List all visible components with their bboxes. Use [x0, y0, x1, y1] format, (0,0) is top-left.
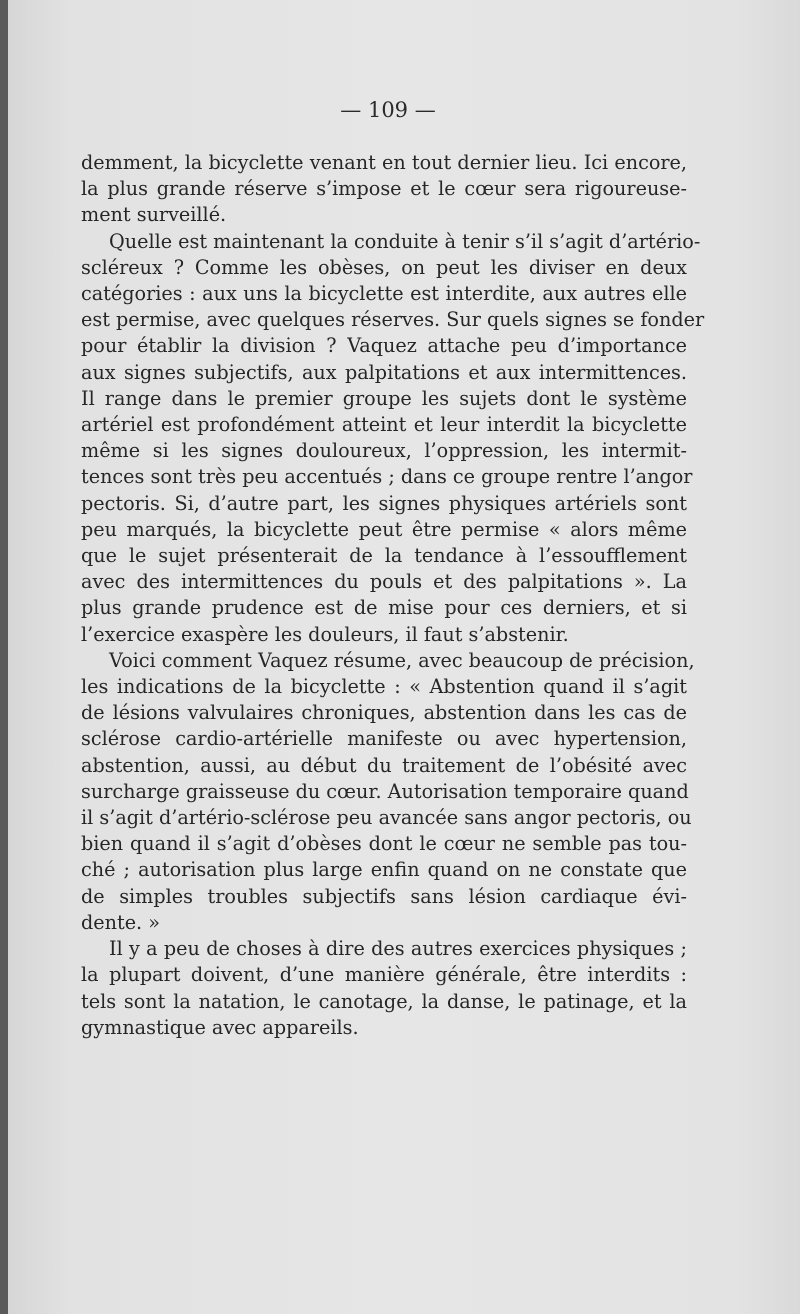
text-line: bien quand il s’agit d’obèses dont le cœur ne semble pas tou-: [81, 832, 687, 856]
text-line: scléreux ? Comme les obèses, on peut les diviser en deux: [81, 255, 687, 279]
paragraph: [81, 150, 687, 229]
text-line: abstention, aussi, au début du traitement de l’obésité avec: [81, 753, 687, 777]
paragraph: [81, 648, 695, 936]
book-page: [8, 0, 800, 1314]
text-line: artériel est profondément atteint et leur interdit la bicyclette: [81, 413, 687, 437]
text-line: il s’agit d’artério-sclérose peu avancée sans angor pectoris, ou: [81, 806, 692, 830]
text-line: l’exercice exaspère les douleurs, il faut s’abstenir.: [81, 622, 569, 646]
text-line: pectoris. Si, d’autre part, les signes physiques artériels sont: [81, 491, 687, 515]
page-number: — 109 —: [340, 98, 436, 122]
text-line: même si les signes douloureux, l’oppression, les intermit-: [81, 439, 687, 463]
text-line: plus grande prudence est de mise pour ces derniers, et si: [81, 596, 687, 620]
text-line: gymnastique avec appareils.: [81, 1015, 359, 1039]
paragraph: [81, 229, 705, 648]
text-line: ché ; autorisation plus large enfin quand on ne constate que: [81, 858, 687, 882]
text-line: de simples troubles subjectifs sans lésion cardiaque évi-: [81, 884, 687, 908]
text-line: aux signes subjectifs, aux palpitations et aux intermittences.: [81, 360, 687, 384]
text-line: sclérose cardio-artérielle manifeste ou avec hypertension,: [81, 727, 687, 751]
text-line: dente. »: [81, 910, 160, 934]
text-line: tels sont la natation, le canotage, la danse, le patinage, et la: [81, 989, 687, 1013]
text-line: demment, la bicyclette venant en tout dernier lieu. Ici encore,: [81, 151, 687, 174]
text-line: la plus grande réserve s’impose et le cœur sera rigoureuse-: [81, 177, 687, 201]
body-text: [81, 150, 705, 1041]
text-line: Il range dans le premier groupe les sujets dont le système: [81, 386, 687, 410]
text-line: pour établir la division ? Vaquez attache peu d’importance: [81, 334, 687, 358]
text-line: Quelle est maintenant la conduite à tenir s’il s’agit d’artério-: [109, 229, 701, 253]
text-line: que le sujet présenterait de la tendance à l’essoufflement: [81, 544, 687, 568]
text-line: Voici comment Vaquez résume, avec beaucoup de précision,: [109, 648, 695, 672]
text-line: la plupart doivent, d’une manière générale, être interdits :: [81, 963, 687, 987]
text-line: surcharge graisseuse du cœur. Autorisation temporaire quand: [81, 779, 689, 803]
text-line: Il y a peu de choses à dire des autres exercices physiques ;: [109, 937, 687, 961]
text-line: tences sont très peu accentués ; dans ce groupe rentre l’angor: [81, 465, 693, 489]
text-line: avec des intermittences du pouls et des palpitations ». La: [81, 570, 687, 594]
text-line: de lésions valvulaires chroniques, abstention dans les cas de: [81, 701, 687, 725]
text-line: ment surveillé.: [81, 203, 227, 227]
text-line: est permise, avec quelques réserves. Sur quels signes se fonder: [81, 308, 705, 332]
text-line: catégories : aux uns la bicyclette est interdite, aux autres elle: [81, 282, 687, 306]
text-line: peu marqués, la bicyclette peut être permise « alors même: [81, 517, 687, 541]
text-line: les indications de la bicyclette : « Abstention quand il s’agit: [81, 675, 687, 699]
paragraph: [81, 936, 687, 1041]
